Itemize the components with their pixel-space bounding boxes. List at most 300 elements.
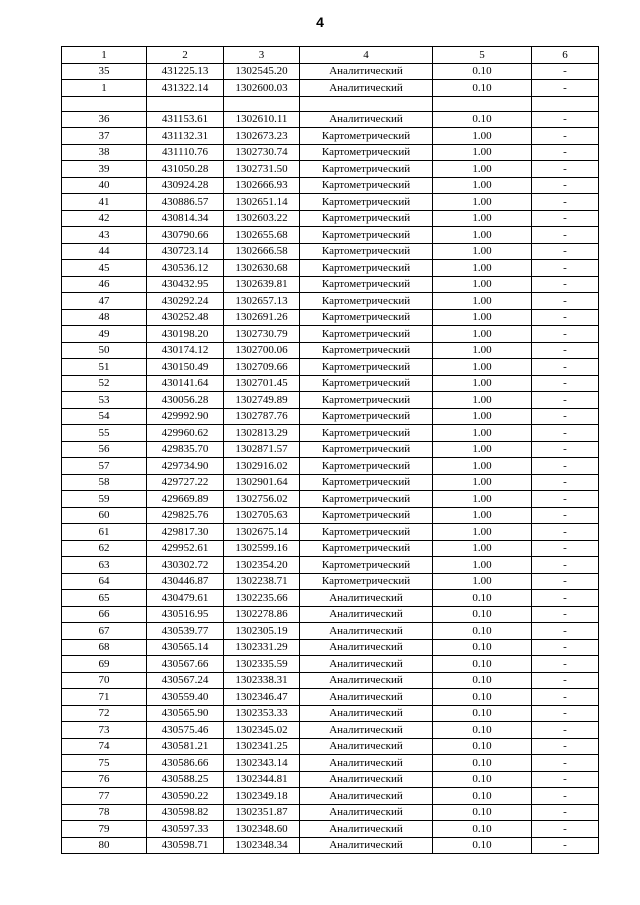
- table-cell: 0.10: [433, 755, 532, 772]
- coordinates-table: [61, 46, 599, 854]
- table-cell: 1302353.33: [224, 705, 300, 722]
- table-cell: 430598.82: [147, 804, 224, 821]
- table-cell: 71: [62, 689, 147, 706]
- table-cell: 37: [62, 128, 147, 145]
- table-cell: 1302709.66: [224, 359, 300, 376]
- table-cell: -: [532, 623, 599, 640]
- table-cell: 1.00: [433, 161, 532, 178]
- table-cell: -: [532, 804, 599, 821]
- table-row: [62, 293, 599, 310]
- table-cell: 64: [62, 573, 147, 590]
- table-cell: 45: [62, 260, 147, 277]
- table-cell: Аналитический: [300, 804, 433, 821]
- table-cell: Картометрический: [300, 326, 433, 343]
- table-row: [62, 144, 599, 161]
- table-cell: Аналитический: [300, 689, 433, 706]
- table-cell: -: [532, 408, 599, 425]
- table-cell: 0.10: [433, 80, 532, 97]
- table-cell: 1302346.47: [224, 689, 300, 706]
- table-cell: 0.10: [433, 672, 532, 689]
- table-cell: 1.00: [433, 293, 532, 310]
- table-cell: 1.00: [433, 144, 532, 161]
- table-cell: 1302756.02: [224, 491, 300, 508]
- table-cell: 1302610.11: [224, 111, 300, 128]
- table-cell: 430565.14: [147, 639, 224, 656]
- table-cell: 1302657.13: [224, 293, 300, 310]
- table-row: [62, 804, 599, 821]
- table-cell: 1302871.57: [224, 441, 300, 458]
- table-cell: 1302651.14: [224, 194, 300, 211]
- table-cell: 430536.12: [147, 260, 224, 277]
- table-cell: 1302335.59: [224, 656, 300, 673]
- table-cell: -: [532, 672, 599, 689]
- column-header: 6: [532, 47, 599, 64]
- table-cell: 430252.48: [147, 309, 224, 326]
- table-cell: Аналитический: [300, 837, 433, 854]
- table-row: [62, 111, 599, 128]
- table-cell: Картометрический: [300, 557, 433, 574]
- column-header: 3: [224, 47, 300, 64]
- table-cell: 49: [62, 326, 147, 343]
- table-cell: Аналитический: [300, 755, 433, 772]
- table-cell: 1302916.02: [224, 458, 300, 475]
- table-cell: 430479.61: [147, 590, 224, 607]
- table-cell: 59: [62, 491, 147, 508]
- table-cell: 429835.70: [147, 441, 224, 458]
- table-cell: 1302901.64: [224, 474, 300, 491]
- table-cell: -: [532, 161, 599, 178]
- table-cell: -: [532, 771, 599, 788]
- table-cell: 0.10: [433, 63, 532, 80]
- table-row: [62, 507, 599, 524]
- table-cell: 1302305.19: [224, 623, 300, 640]
- table-cell: 1.00: [433, 507, 532, 524]
- table-cell: 430790.66: [147, 227, 224, 244]
- table-cell: 70: [62, 672, 147, 689]
- table-cell: 1302341.25: [224, 738, 300, 755]
- table-cell: 1.00: [433, 194, 532, 211]
- table-row: [62, 755, 599, 772]
- table-cell: 1302338.31: [224, 672, 300, 689]
- table-cell: 1302730.74: [224, 144, 300, 161]
- table-cell: 1302813.29: [224, 425, 300, 442]
- table-cell: 36: [62, 111, 147, 128]
- table-cell: 54: [62, 408, 147, 425]
- table-cell: 430174.12: [147, 342, 224, 359]
- table-cell: Картометрический: [300, 161, 433, 178]
- table-cell: 77: [62, 788, 147, 805]
- table-cell: 1.00: [433, 474, 532, 491]
- table-cell: 1302354.20: [224, 557, 300, 574]
- table-cell: 1302639.81: [224, 276, 300, 293]
- table-cell: Картометрический: [300, 293, 433, 310]
- table-cell: 51: [62, 359, 147, 376]
- table-cell: 430559.40: [147, 689, 224, 706]
- table-cell: 1302599.16: [224, 540, 300, 557]
- table-cell: Картометрический: [300, 474, 433, 491]
- table-row: [62, 425, 599, 442]
- table-cell: 0.10: [433, 821, 532, 838]
- table-cell: -: [532, 144, 599, 161]
- table-cell: -: [532, 788, 599, 805]
- table-cell: 63: [62, 557, 147, 574]
- table-cell: 1302787.76: [224, 408, 300, 425]
- table-cell: 1302278.86: [224, 606, 300, 623]
- table-row: [62, 96, 599, 111]
- table-cell: 429992.90: [147, 408, 224, 425]
- table-cell: Аналитический: [300, 821, 433, 838]
- table-cell: 1.00: [433, 408, 532, 425]
- table-cell: 0.10: [433, 771, 532, 788]
- table-cell: Аналитический: [300, 111, 433, 128]
- table-cell: 76: [62, 771, 147, 788]
- table-cell: 431132.31: [147, 128, 224, 145]
- table-cell: -: [532, 821, 599, 838]
- table-row: [62, 309, 599, 326]
- table-cell: 57: [62, 458, 147, 475]
- table-row: [62, 656, 599, 673]
- table-cell: -: [532, 606, 599, 623]
- table-cell: -: [532, 425, 599, 442]
- table-row: [62, 326, 599, 343]
- table-cell: 1.00: [433, 458, 532, 475]
- table-cell: 430565.90: [147, 705, 224, 722]
- table-cell: 430292.24: [147, 293, 224, 310]
- table-cell: 69: [62, 656, 147, 673]
- table-cell: 0.10: [433, 722, 532, 739]
- table-cell: 1.00: [433, 260, 532, 277]
- table-cell: 0.10: [433, 804, 532, 821]
- table-cell: Аналитический: [300, 788, 433, 805]
- table-cell: Картометрический: [300, 260, 433, 277]
- table-row: [62, 408, 599, 425]
- table-cell: 0.10: [433, 606, 532, 623]
- table-cell: -: [532, 738, 599, 755]
- table-cell: 0.10: [433, 689, 532, 706]
- column-header: 2: [147, 47, 224, 64]
- table-row: [62, 771, 599, 788]
- table-cell: Картометрический: [300, 441, 433, 458]
- table-cell: 1.00: [433, 342, 532, 359]
- table-cell: 430539.77: [147, 623, 224, 640]
- table-cell: 1.00: [433, 540, 532, 557]
- table-cell: 429727.22: [147, 474, 224, 491]
- table-cell: Аналитический: [300, 590, 433, 607]
- table-cell: 78: [62, 804, 147, 821]
- table-cell: -: [532, 458, 599, 475]
- table-cell: 0.10: [433, 788, 532, 805]
- table-cell: 1.00: [433, 557, 532, 574]
- column-header: 4: [300, 47, 433, 64]
- table-cell: 430198.20: [147, 326, 224, 343]
- table-cell: 430886.57: [147, 194, 224, 211]
- table-row: [62, 392, 599, 409]
- table-cell: 1.00: [433, 392, 532, 409]
- table-cell: 1302344.81: [224, 771, 300, 788]
- table-cell: 1.00: [433, 425, 532, 442]
- table-cell: 1302348.34: [224, 837, 300, 854]
- table-cell: 0.10: [433, 705, 532, 722]
- table-row: [62, 194, 599, 211]
- table-cell: 1.00: [433, 276, 532, 293]
- table-cell: -: [532, 210, 599, 227]
- table-cell: 1302749.89: [224, 392, 300, 409]
- table-row: [62, 573, 599, 590]
- table-cell: Картометрический: [300, 243, 433, 260]
- table-row: [62, 722, 599, 739]
- table-cell: 1302705.63: [224, 507, 300, 524]
- table-cell: 1.00: [433, 128, 532, 145]
- table-cell: -: [532, 755, 599, 772]
- table-cell: -: [532, 705, 599, 722]
- table-row: [62, 276, 599, 293]
- table-cell: 1302691.26: [224, 309, 300, 326]
- table-cell: -: [532, 359, 599, 376]
- table-row: [62, 80, 599, 97]
- table-cell: Аналитический: [300, 672, 433, 689]
- table-cell: Картометрический: [300, 144, 433, 161]
- table-cell: 1302238.71: [224, 573, 300, 590]
- table-cell: Картометрический: [300, 309, 433, 326]
- table-cell: -: [532, 639, 599, 656]
- table-row: [62, 689, 599, 706]
- table-cell: -: [532, 491, 599, 508]
- table-cell: 46: [62, 276, 147, 293]
- table-cell: -: [532, 524, 599, 541]
- table-cell: -: [532, 276, 599, 293]
- table-row: [62, 128, 599, 145]
- table-cell: Картометрический: [300, 540, 433, 557]
- table-cell: 1.00: [433, 243, 532, 260]
- table-cell: 41: [62, 194, 147, 211]
- table-cell: Аналитический: [300, 639, 433, 656]
- table-cell: 1302331.29: [224, 639, 300, 656]
- table-cell: 430924.28: [147, 177, 224, 194]
- table-cell: 430141.64: [147, 375, 224, 392]
- table-cell: Аналитический: [300, 738, 433, 755]
- table-cell: 431110.76: [147, 144, 224, 161]
- table-cell: 1.00: [433, 210, 532, 227]
- table-cell: 431153.61: [147, 111, 224, 128]
- table-cell: 39: [62, 161, 147, 178]
- table-row: [62, 672, 599, 689]
- table-cell: 35: [62, 63, 147, 80]
- table-cell: 429817.30: [147, 524, 224, 541]
- table-cell: 74: [62, 738, 147, 755]
- table-row: [62, 359, 599, 376]
- table-cell: Аналитический: [300, 656, 433, 673]
- table-cell: 429669.89: [147, 491, 224, 508]
- table-cell: 66: [62, 606, 147, 623]
- table-cell: Аналитический: [300, 771, 433, 788]
- table-row: [62, 557, 599, 574]
- table-cell: -: [532, 722, 599, 739]
- table-cell: 1302349.18: [224, 788, 300, 805]
- table-cell: 1302666.58: [224, 243, 300, 260]
- table-cell: 62: [62, 540, 147, 557]
- table-row: [62, 227, 599, 244]
- table-cell: 1302343.14: [224, 755, 300, 772]
- table-cell: Аналитический: [300, 606, 433, 623]
- table-cell: Картометрический: [300, 177, 433, 194]
- table-cell: 52: [62, 375, 147, 392]
- table-cell: 1302700.06: [224, 342, 300, 359]
- table-cell: -: [532, 326, 599, 343]
- table-cell: 68: [62, 639, 147, 656]
- table-cell: 430567.24: [147, 672, 224, 689]
- table-cell: 430446.87: [147, 573, 224, 590]
- table-cell: 1302655.68: [224, 227, 300, 244]
- table-cell: 47: [62, 293, 147, 310]
- table-cell: 1302345.02: [224, 722, 300, 739]
- table-cell: 431322.14: [147, 80, 224, 97]
- table-row: [62, 260, 599, 277]
- column-header: 1: [62, 47, 147, 64]
- table-row: [62, 590, 599, 607]
- table-cell: -: [532, 194, 599, 211]
- table-row: [62, 540, 599, 557]
- table-cell: 430302.72: [147, 557, 224, 574]
- table-row: [62, 606, 599, 623]
- table-cell: 53: [62, 392, 147, 409]
- table-cell: 1302666.93: [224, 177, 300, 194]
- table-cell: Картометрический: [300, 408, 433, 425]
- table-cell: Картометрический: [300, 359, 433, 376]
- table-cell: 1.00: [433, 491, 532, 508]
- table-cell: 38: [62, 144, 147, 161]
- table-row: [62, 639, 599, 656]
- table-cell: Картометрический: [300, 375, 433, 392]
- table-cell: -: [532, 63, 599, 80]
- table-row: [62, 161, 599, 178]
- table-cell: -: [532, 80, 599, 97]
- table-cell: 1302731.50: [224, 161, 300, 178]
- table-cell: -: [532, 837, 599, 854]
- table-cell: Картометрический: [300, 210, 433, 227]
- table-cell: -: [532, 111, 599, 128]
- table-cell: 58: [62, 474, 147, 491]
- table-cell: 431050.28: [147, 161, 224, 178]
- table-cell: Картометрический: [300, 524, 433, 541]
- table-cell: 430814.34: [147, 210, 224, 227]
- table-cell: Картометрический: [300, 194, 433, 211]
- table-row: [62, 788, 599, 805]
- table-cell: 1302545.20: [224, 63, 300, 80]
- table-row: [62, 474, 599, 491]
- table-cell: [433, 96, 532, 111]
- table-row: [62, 177, 599, 194]
- table-cell: Аналитический: [300, 63, 433, 80]
- table-cell: -: [532, 177, 599, 194]
- table-cell: 1302600.03: [224, 80, 300, 97]
- table-cell: -: [532, 474, 599, 491]
- table-cell: 1.00: [433, 359, 532, 376]
- table-cell: 1302701.45: [224, 375, 300, 392]
- table-cell: Картометрический: [300, 342, 433, 359]
- table-row: [62, 458, 599, 475]
- table-cell: 1.00: [433, 326, 532, 343]
- table-cell: 1302673.23: [224, 128, 300, 145]
- table-cell: -: [532, 441, 599, 458]
- table-cell: [532, 96, 599, 111]
- table-cell: 430432.95: [147, 276, 224, 293]
- table-row: [62, 837, 599, 854]
- table-cell: [224, 96, 300, 111]
- table-cell: 0.10: [433, 837, 532, 854]
- table-cell: 429952.61: [147, 540, 224, 557]
- table-cell: 430588.25: [147, 771, 224, 788]
- table-cell: Картометрический: [300, 227, 433, 244]
- table-header-row: [62, 47, 599, 64]
- table-cell: Картометрический: [300, 276, 433, 293]
- table-cell: 1302630.68: [224, 260, 300, 277]
- table-cell: 1.00: [433, 573, 532, 590]
- table-cell: Аналитический: [300, 705, 433, 722]
- table-cell: 56: [62, 441, 147, 458]
- table-row: [62, 375, 599, 392]
- table-cell: -: [532, 507, 599, 524]
- table-cell: 44: [62, 243, 147, 260]
- table-cell: -: [532, 540, 599, 557]
- table-cell: 1302730.79: [224, 326, 300, 343]
- table-cell: 48: [62, 309, 147, 326]
- table-row: [62, 623, 599, 640]
- table-cell: Картометрический: [300, 491, 433, 508]
- table-cell: 79: [62, 821, 147, 838]
- table-row: [62, 441, 599, 458]
- table-cell: Картометрический: [300, 392, 433, 409]
- table-cell: 1302603.22: [224, 210, 300, 227]
- table-cell: 1302675.14: [224, 524, 300, 541]
- table-cell: Аналитический: [300, 623, 433, 640]
- table-cell: 67: [62, 623, 147, 640]
- table-cell: 75: [62, 755, 147, 772]
- table-cell: 1302348.60: [224, 821, 300, 838]
- table-cell: 60: [62, 507, 147, 524]
- table-cell: 55: [62, 425, 147, 442]
- table-cell: 429825.76: [147, 507, 224, 524]
- table-row: [62, 63, 599, 80]
- table-cell: -: [532, 689, 599, 706]
- table-row: [62, 705, 599, 722]
- table-cell: Картометрический: [300, 507, 433, 524]
- table-row: [62, 738, 599, 755]
- table-cell: 430723.14: [147, 243, 224, 260]
- table-cell: 1302351.87: [224, 804, 300, 821]
- table-cell: -: [532, 293, 599, 310]
- table-cell: 429734.90: [147, 458, 224, 475]
- table-cell: -: [532, 309, 599, 326]
- table-cell: 42: [62, 210, 147, 227]
- table-cell: 72: [62, 705, 147, 722]
- table-cell: Картометрический: [300, 458, 433, 475]
- table-cell: -: [532, 656, 599, 673]
- table-cell: Аналитический: [300, 80, 433, 97]
- table-cell: 430056.28: [147, 392, 224, 409]
- table-cell: 429960.62: [147, 425, 224, 442]
- table-cell: 430150.49: [147, 359, 224, 376]
- table-cell: [62, 96, 147, 111]
- table-cell: -: [532, 227, 599, 244]
- table-row: [62, 342, 599, 359]
- table-cell: 1.00: [433, 227, 532, 244]
- table-cell: 1.00: [433, 441, 532, 458]
- table-cell: 430586.66: [147, 755, 224, 772]
- table-cell: -: [532, 557, 599, 574]
- table-cell: -: [532, 573, 599, 590]
- table-cell: -: [532, 243, 599, 260]
- table-cell: 73: [62, 722, 147, 739]
